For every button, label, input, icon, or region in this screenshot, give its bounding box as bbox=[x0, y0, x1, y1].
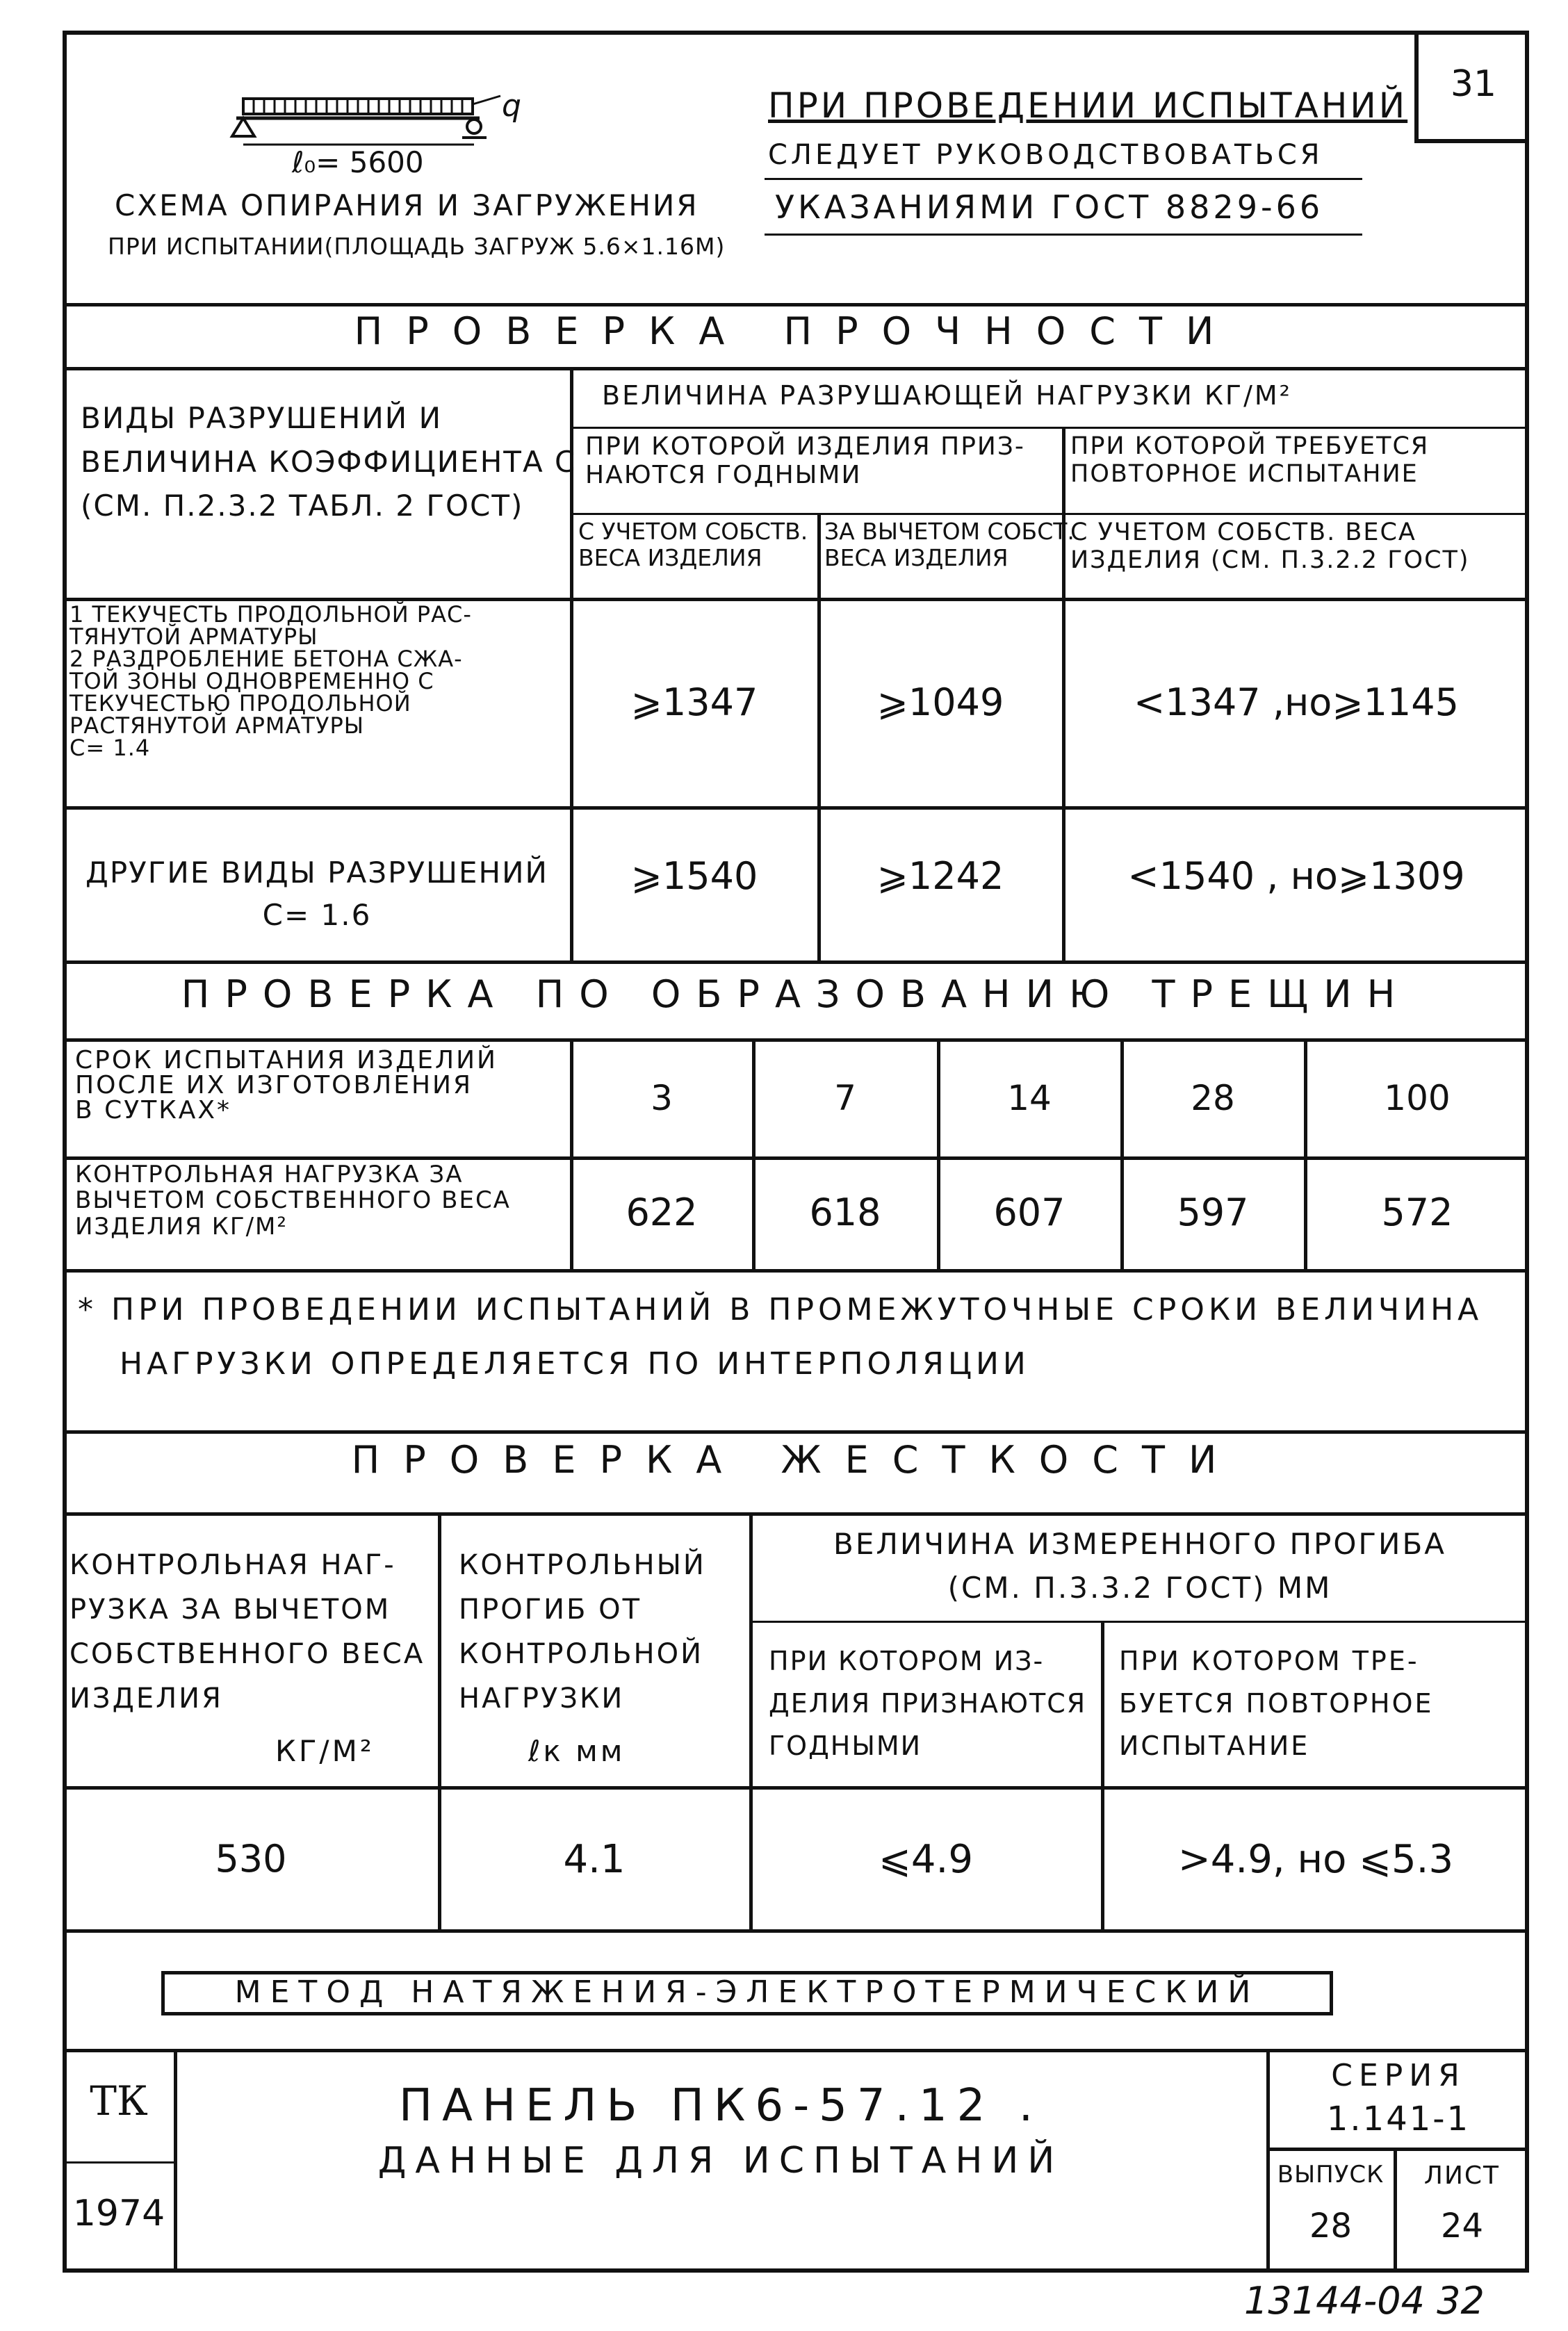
rule bbox=[63, 1269, 1529, 1273]
cracks-load-2: 618 bbox=[809, 1191, 881, 1234]
stiffness-load-unit: КГ/М² bbox=[275, 1734, 375, 1768]
cracks-load-4: 597 bbox=[1177, 1191, 1249, 1234]
pin-support-left bbox=[232, 118, 254, 136]
rule bbox=[751, 1621, 1529, 1623]
stiffness-good-value: ⩽4.9 bbox=[879, 1837, 973, 1882]
strength-row1-retest: <1347 ,но⩾1145 bbox=[1133, 680, 1460, 724]
strength-row2-retest: <1540 , но⩾1309 bbox=[1127, 854, 1465, 898]
span-label: ℓ₀= 5600 bbox=[292, 145, 424, 179]
rule bbox=[63, 1156, 1529, 1160]
rule bbox=[63, 1929, 1529, 1933]
rule bbox=[63, 1786, 1529, 1790]
title-block-series-label: СЕРИЯ bbox=[1331, 2058, 1466, 2093]
stiffness-retest-value: >4.9, но ⩽5.3 bbox=[1177, 1837, 1454, 1882]
strength-row2-without: ⩾1242 bbox=[876, 854, 1004, 898]
cracks-load-3: 607 bbox=[993, 1191, 1065, 1234]
rule bbox=[63, 1512, 1529, 1516]
roller-support-right bbox=[467, 120, 481, 133]
method-text: МЕТОД НАТЯЖЕНИЯ-ЭЛЕКТРОТЕРМИЧЕСКИЙ bbox=[234, 1974, 1260, 2010]
title-block-sheet-value: 24 bbox=[1440, 2207, 1484, 2246]
stiffness-title: ПРОВЕРКА ЖЕСТКОСТИ bbox=[351, 1438, 1241, 1482]
cracks-footnote-1: * ПРИ ПРОВЕДЕНИИ ИСПЫТАНИЙ В ПРОМЕЖУТОЧНЫЕ СРОКИ ВЕЛИЧИНА bbox=[78, 1292, 1483, 1327]
rule bbox=[63, 1430, 1529, 1434]
rule bbox=[63, 960, 1529, 964]
strength-good-header: ПРИ КОТОРОЙ ИЗДЕЛИЯ ПРИЗ- НАЮТСЯ ГОДНЫМИ bbox=[585, 432, 1025, 490]
rule bbox=[752, 1040, 756, 1269]
rule bbox=[63, 303, 1529, 306]
strength-retest-header: ПРИ КОТОРОЙ ТРЕБУЕТСЯ ПОВТОРНОЕ ИСПЫТАНИЕ bbox=[1070, 432, 1430, 489]
strength-title: ПРОВЕРКА ПРОЧНОСТИ bbox=[354, 309, 1238, 353]
stiffness-deflection-value: 4.1 bbox=[563, 1837, 626, 1882]
stiffness-load-value: 530 bbox=[215, 1837, 287, 1881]
strength-row1-with: ⩾1347 bbox=[630, 680, 758, 724]
scheme-caption-2: ПРИ ИСПЫТАНИИ(ПЛОЩАДЬ ЗАГРУЖ 5.6×1.16М) bbox=[108, 233, 726, 260]
rule bbox=[63, 367, 1529, 370]
strength-retest-sub-header: С УЧЕТОМ СОБСТВ. ВЕСА ИЗДЕЛИЯ (СМ. П.3.2.2 ГОСТ) bbox=[1070, 518, 1470, 575]
rule bbox=[63, 806, 1529, 810]
title-block-year: 1974 bbox=[72, 2193, 165, 2234]
load-symbol: q bbox=[502, 88, 521, 124]
gost-note-rule-1 bbox=[765, 178, 1362, 180]
rule bbox=[63, 2049, 1529, 2052]
strength-row1-without: ⩾1049 bbox=[876, 680, 1004, 724]
title-block-title-1: ПАНЕЛЬ ПК6-57.12 . bbox=[398, 2080, 1043, 2132]
cracks-row2-label: КОНТРОЛЬНАЯ НАГРУЗКА ЗА ВЫЧЕТОМ СОБСТВЕННОГО ВЕСА ИЗДЕЛИЯ КГ/М² bbox=[75, 1161, 511, 1241]
strength-load-header: ВЕЛИЧИНА РАЗРУШАЮЩЕЙ НАГРУЗКИ КГ/М² bbox=[602, 380, 1292, 411]
strength-types-header: ВИДЫ РАЗРУШЕНИЙ И ВЕЛИЧИНА КОЭФФИЦИЕНТА C (СМ. П.2.3.2 ТАБЛ. 2 ГОСТ) bbox=[81, 401, 577, 523]
cracks-day-3: 14 bbox=[1007, 1078, 1052, 1118]
gost-note-line1: ПРИ ПРОВЕДЕНИИ ИСПЫТАНИЙ bbox=[768, 85, 1408, 126]
title-block-issue-value: 28 bbox=[1309, 2207, 1353, 2246]
cracks-day-4: 28 bbox=[1191, 1078, 1235, 1118]
stiffness-deflection-unit: ℓк мм bbox=[528, 1734, 626, 1768]
stiffness-good-header: ПРИ КОТОРОМ ИЗ- ДЕЛИЯ ПРИЗНАЮТСЯ ГОДНЫМИ bbox=[769, 1646, 1087, 1761]
cracks-row1-label: СРОК ИСПЫТАНИЯ ИЗДЕЛИЙ ПОСЛЕ ИХ ИЗГОТОВЛЕНИЯ В СУТКАХ* bbox=[75, 1046, 498, 1124]
sheet-number: 31 bbox=[1450, 63, 1497, 105]
rule bbox=[63, 2161, 175, 2164]
rule bbox=[570, 1040, 573, 1269]
title-block-issue-label: ВЫПУСК bbox=[1277, 2161, 1385, 2189]
rule bbox=[1268, 2148, 1529, 2151]
gost-note-rule-2 bbox=[765, 234, 1362, 236]
rule bbox=[571, 513, 1529, 515]
title-block-sheet-label: ЛИСТ bbox=[1423, 2161, 1501, 2190]
cracks-day-1: 3 bbox=[651, 1078, 673, 1118]
scheme-caption-1: СХЕМА ОПИРАНИЯ И ЗАГРУЖЕНИЯ bbox=[115, 188, 699, 222]
cracks-load-5: 572 bbox=[1381, 1191, 1453, 1234]
title-block-org: ТК bbox=[90, 2077, 148, 2125]
strength-row2-with: ⩾1540 bbox=[630, 854, 758, 898]
cracks-load-1: 622 bbox=[626, 1191, 698, 1234]
strength-row2-desc: ДРУГИЕ ВИДЫ РАЗРУШЕНИЙ C= 1.6 bbox=[85, 856, 548, 932]
strength-without-header: ЗА ВЫЧЕТОМ СОБСТ. ВЕСА ИЗДЕЛИЯ bbox=[824, 518, 1075, 571]
rule bbox=[1120, 1040, 1124, 1269]
strength-with-header: С УЧЕТОМ СОБСТВ. ВЕСА ИЗДЕЛИЯ bbox=[578, 518, 808, 571]
stiffness-retest-header: ПРИ КОТОРОМ ТРЕ- БУЕТСЯ ПОВТОРНОЕ ИСПЫТАНИЕ bbox=[1119, 1646, 1434, 1761]
gost-note-line3: УКАЗАНИЯМИ ГОСТ 8829-66 bbox=[775, 188, 1324, 226]
strength-row1-desc: 1 ТЕКУЧЕСТЬ ПРОДОЛЬНОЙ РАС- ТЯНУТОЙ АРМАТУРЫ 2 РАЗДРОБЛЕНИЕ БЕТОНА СЖА- ТОЙ ЗОНЫ ОДНОВРЕМЕННО С ТЕКУЧЕСТЬЮ ПРОДОЛЬНОЙ РАСТЯНУТОЙ АРМАТУРЫ C= 1.4 bbox=[70, 601, 472, 761]
cracks-day-2: 7 bbox=[834, 1078, 856, 1118]
cracks-title: ПРОВЕРКА ПО ОБРАЗОВАНИЮ ТРЕЩИН bbox=[181, 972, 1411, 1016]
title-block-series-value: 1.141-1 bbox=[1326, 2100, 1471, 2138]
archive-stamp: 13144-04 32 bbox=[1244, 2279, 1485, 2323]
rule bbox=[63, 1038, 1529, 1042]
rule bbox=[1101, 1622, 1104, 1931]
stiffness-load-header: КОНТРОЛЬНАЯ НАГ- РУЗКА ЗА ВЫЧЕТОМ СОБСТВЕННОГО ВЕСА ИЗДЕЛИЯ bbox=[70, 1549, 425, 1715]
title-block-title-2: ДАННЫЕ ДЛЯ ИСПЫТАНИЙ bbox=[377, 2140, 1064, 2182]
cracks-footnote-2: НАГРУЗКИ ОПРЕДЕЛЯЕТСЯ ПО ИНТЕРПОЛЯЦИИ bbox=[120, 1346, 1030, 1382]
stiffness-deflection-header: КОНТРОЛЬНЫЙ ПРОГИБ ОТ КОНТРОЛЬНОЙ НАГРУЗКИ bbox=[459, 1549, 706, 1715]
cracks-day-5: 100 bbox=[1384, 1078, 1451, 1118]
gost-note-line2: СЛЕДУЕТ РУКОВОДСТВОВАТЬСЯ bbox=[768, 139, 1323, 171]
rule bbox=[571, 427, 1529, 429]
rule bbox=[937, 1040, 940, 1269]
stiffness-measured-header: ВЕЛИЧИНА ИЗМЕРЕННОГО ПРОГИБА (СМ. П.3.3.2 ГОСТ) ММ bbox=[833, 1527, 1446, 1605]
rule bbox=[1304, 1040, 1307, 1269]
